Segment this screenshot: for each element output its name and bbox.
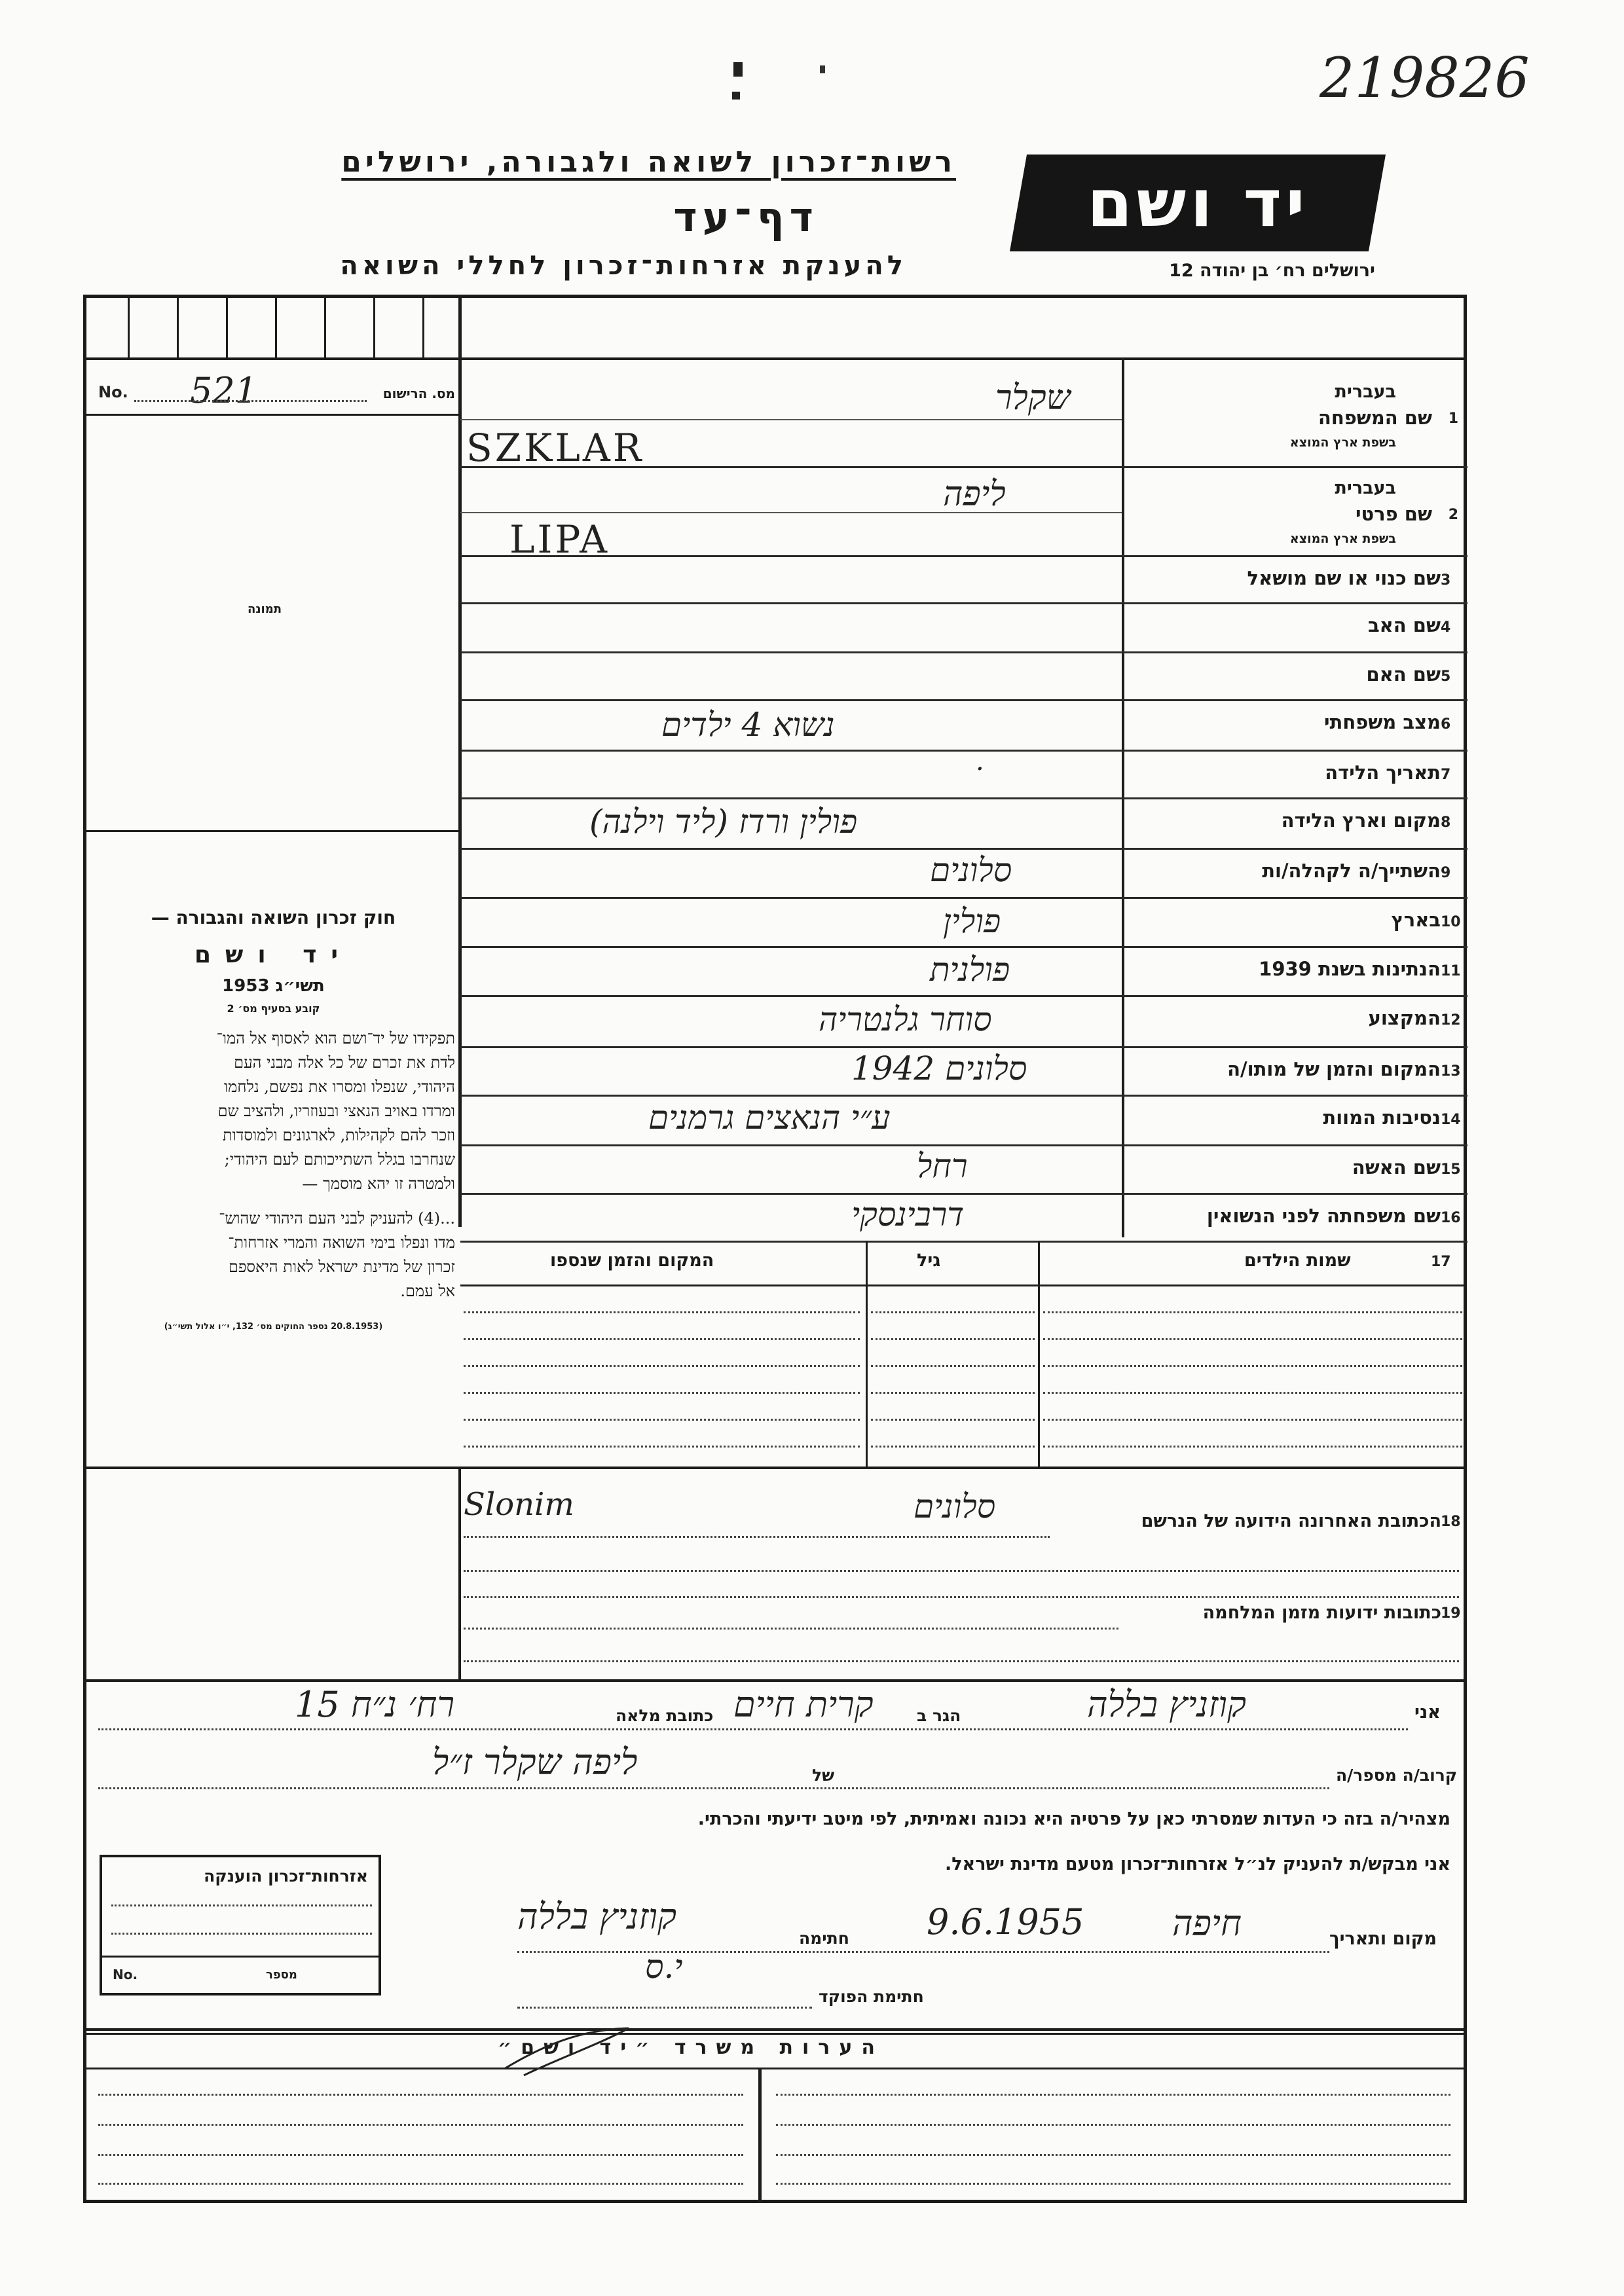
law-p2-line: זכרון של מדינת ישראל לאות היאספם	[228, 1258, 455, 1276]
yad-vashem-logo	[1010, 155, 1386, 251]
stamp-no-label: No.	[113, 1967, 138, 1982]
stamp-box-title: אזרחות־זכרון הוענקה	[204, 1867, 368, 1886]
section-line	[83, 2028, 1467, 2031]
law-clause: קובע בסעיף מס׳ 2	[227, 1002, 320, 1015]
officer-initials: י.ס	[645, 1948, 683, 1986]
field-11-label: הנתינות בשנת 1939	[1259, 958, 1441, 980]
strip-box	[177, 295, 179, 357]
law-p1-line: לדת את זכרם של כל אלה מבני העם	[234, 1053, 455, 1072]
officer-label: חתימת הפוקד	[819, 1987, 924, 2006]
declarant-address: רח׳ נ״ח 15	[295, 1684, 455, 1725]
archive-number: 219826	[1320, 46, 1530, 110]
children-row-dotline	[464, 1338, 860, 1340]
children-row-dotline	[1043, 1365, 1462, 1367]
row-separator	[460, 1193, 1467, 1195]
no-label: No.	[98, 383, 128, 401]
logo-text: יד ושם	[1086, 164, 1309, 242]
photo-top-line	[83, 414, 460, 416]
field-8-label: מקום וארץ הלידה	[1281, 809, 1441, 831]
wartime-address-number: 19	[1441, 1605, 1461, 1622]
field-2-sub-bottom: בשפת ארץ המוצא	[1289, 532, 1396, 546]
field-1-sub-bottom: בשפת ארץ המוצא	[1289, 435, 1396, 450]
row-separator	[460, 699, 1467, 701]
residing-city: קרית חיים	[733, 1684, 874, 1725]
firstname-latin: LIPA	[509, 517, 610, 562]
field-5-label: שם האם	[1366, 663, 1441, 685]
field-6-number: 6	[1441, 716, 1451, 733]
left-block-divider	[458, 1467, 461, 1679]
section-line	[83, 1679, 1467, 1682]
children-row-dotline	[871, 1446, 1035, 1448]
row-separator	[460, 651, 1467, 653]
field-1-sub-top: בעברית	[1335, 382, 1396, 402]
family-status-value: נשוא 4 ילדים	[661, 706, 835, 744]
community-value: סלונים	[930, 851, 1012, 889]
field-11-number: 11	[1441, 963, 1461, 979]
last-address-label: הכתובת האחרונה הידועה של הנרשם	[1141, 1511, 1441, 1531]
statement-2: אני מבקש/ת להעניק לנ״ל אזרחות־זכרון מטעם מדינת ישראל.	[944, 1854, 1450, 1874]
remarks-dotline	[98, 2154, 743, 2156]
firstname-hebrew: ליפה	[943, 475, 1006, 514]
field-4-label: שם האב	[1367, 614, 1441, 636]
law-p2-line: ...(4) להעניק לבני העם היהודי שהוש־	[219, 1209, 455, 1228]
last-address-hebrew: סלונים	[913, 1487, 996, 1525]
remarks-dotline	[776, 2124, 1450, 2126]
registration-block	[98, 370, 455, 411]
law-p1-line: ולמטרה זו יהא מוסמך —	[302, 1175, 455, 1193]
wartime-dotline	[464, 1660, 1459, 1662]
field-3-label: שם כנוי או שם מושאל	[1247, 567, 1441, 589]
field-10-number: 10	[1441, 914, 1461, 930]
victim-name-signature: ליפה שקלר ז״ל	[432, 1741, 638, 1783]
strip-box	[128, 295, 130, 357]
children-header-names: שמות הילדים	[1244, 1250, 1351, 1271]
children-row-dotline	[871, 1311, 1035, 1313]
law-title: חוק זכרון השואה והגבורה —	[151, 907, 396, 928]
field-13-number: 13	[1441, 1063, 1461, 1080]
remarks-dotline	[98, 2094, 743, 2096]
address-dotline	[464, 1596, 1459, 1598]
law-p2-line: מדו ונפלו בימי השואה והמרי אזרחות־	[228, 1233, 455, 1252]
field-7-label: תאריך הלידה	[1325, 761, 1441, 784]
place-date-dotline	[517, 1951, 1329, 1953]
field-14-number: 14	[1441, 1112, 1461, 1128]
strip-line	[83, 357, 1467, 360]
country-value: פולין	[943, 902, 1001, 940]
children-row-dotline	[871, 1365, 1035, 1367]
children-col-line	[866, 1241, 868, 1467]
address-label: כתובת מלאה	[616, 1706, 714, 1725]
children-row-dotline	[1043, 1311, 1462, 1313]
last-address-dotline	[464, 1536, 1050, 1538]
citizenship-stamp-box	[100, 1855, 381, 1995]
field-7-number: 7	[1441, 767, 1451, 783]
children-header-place: המקום והזמן שנספו	[550, 1250, 714, 1271]
photo-label: תמונה	[248, 602, 282, 616]
strip-box	[275, 295, 277, 357]
field-13-label: המקום והזמן של מותו/ה	[1227, 1058, 1441, 1080]
remarks-dotline	[776, 2183, 1450, 2185]
birthplace-value: פולין ורדז (ליד וילנה)	[589, 803, 858, 841]
of-label: של	[812, 1766, 835, 1785]
strip-box	[324, 295, 326, 357]
law-paragraph-2	[92, 1207, 455, 1303]
field-15-number: 15	[1441, 1161, 1461, 1178]
signature-label: חתימה	[799, 1929, 849, 1948]
children-row-dotline	[464, 1392, 860, 1394]
law-paragraph-1	[92, 1027, 455, 1196]
last-address-number: 18	[1441, 1514, 1461, 1530]
row-separator	[460, 946, 1467, 948]
declarant-name: קוזניץ בללה	[1087, 1684, 1246, 1725]
stamp-number-row	[102, 1956, 378, 1995]
children-row-dotline	[464, 1365, 860, 1367]
remarks-header-line	[83, 2068, 1467, 2069]
remarks-dotline	[98, 2124, 743, 2126]
registration-label: מס. הרישום	[382, 386, 455, 401]
children-row-dotline	[464, 1311, 860, 1313]
row-separator	[460, 1046, 1467, 1048]
children-row-dotline	[1043, 1338, 1462, 1340]
children-row-dotline	[871, 1338, 1035, 1340]
law-text	[92, 907, 455, 1332]
children-row-dotline	[464, 1446, 860, 1448]
stamp-dotline	[111, 1933, 372, 1935]
remarks-dotline	[776, 2154, 1450, 2156]
field-3-number: 3	[1441, 572, 1451, 589]
field-4-number: 4	[1441, 619, 1451, 636]
maiden-name-value: דרבינסקי	[851, 1195, 965, 1233]
field-1-label-block	[1128, 370, 1458, 465]
field-16-number: 16	[1441, 1210, 1461, 1226]
residing-label: הגר ב	[917, 1706, 961, 1725]
law-p1-line: תפקידו של יד־ושם הוא לאסוף אל המו־	[216, 1029, 455, 1048]
wartime-dotline	[464, 1628, 1118, 1630]
profession-value: סוחר גלנטריה	[819, 1000, 992, 1038]
form-title: דף־עד	[673, 193, 819, 241]
strip-divider	[458, 295, 462, 1227]
declarant-signature: קוזניץ בללה	[517, 1896, 676, 1937]
punch-mark	[820, 65, 825, 73]
field-14-label: נסיבות המוות	[1323, 1106, 1441, 1129]
address-dotline	[464, 1570, 1459, 1572]
birthdate-value: .	[976, 746, 984, 776]
children-row-dotline	[871, 1419, 1035, 1421]
row-separator	[460, 555, 1467, 557]
field-15-label: שם האשה	[1352, 1156, 1441, 1178]
row-separator	[460, 750, 1467, 752]
field-12-label: המקצוע	[1368, 1007, 1441, 1029]
law-p1-line: וזכר להם לקהילות, לארגונים ולמוסדות	[223, 1126, 455, 1144]
law-citation: (20.8.1953 נספר החוקים מס׳ 132, י״ו אלול תשי״ג)	[164, 1322, 383, 1332]
place-date-label: מקום ותאריך	[1329, 1929, 1437, 1949]
place-value: חיפה	[1172, 1903, 1242, 1944]
law-year: תשי״ג 1953	[222, 976, 325, 996]
officer-dotline	[517, 2007, 812, 2009]
last-address-latin: Slonim	[464, 1486, 574, 1523]
remarks-dotline	[776, 2094, 1450, 2096]
field-1-label: שם המשפחה	[1318, 407, 1432, 429]
children-number: 17	[1431, 1254, 1451, 1270]
circumstances-value: ע״י הנאצים גרמנים	[648, 1099, 891, 1137]
law-p1-line: היהודי, שנפלו ומסרו את נפשם, נלחמו	[224, 1078, 455, 1096]
field-10-label: בארץ	[1391, 909, 1441, 931]
law-p1-line: ומרדו באויב הנאצי ובעוזריו, ולהציב שם	[217, 1102, 455, 1120]
field-8-number: 8	[1441, 814, 1451, 831]
row-separator	[460, 797, 1467, 799]
surname-latin: SZKLAR	[466, 426, 644, 470]
law-p2-line: אל עמם.	[400, 1282, 455, 1300]
declaration-ani: אני	[1414, 1702, 1441, 1722]
field-2-sub-top: בעברית	[1335, 478, 1396, 498]
section-line	[83, 2033, 1467, 2035]
strip-box	[373, 295, 375, 357]
children-row-dotline	[464, 1419, 860, 1421]
form-subtitle: להענקת אזרחות־זכרון לחללי השואה	[340, 251, 907, 281]
wartime-address-label: כתובות ידועות מזמן המלחמה	[1202, 1603, 1441, 1623]
declaration-dotline	[98, 1728, 1408, 1730]
death-value: סלונים 1942	[851, 1049, 1027, 1087]
address-line: ירושלים רח׳ בן יהודה 12	[1169, 261, 1375, 281]
date-value: 9.6.1955	[927, 1901, 1084, 1942]
wife-name-value: רחל	[917, 1147, 968, 1185]
row-separator	[460, 897, 1467, 899]
field-2-label: שם פרטי	[1355, 503, 1432, 525]
children-col-line	[1038, 1241, 1040, 1467]
law-name: יד ושם	[194, 941, 353, 968]
field-6-label: מצב משפחתי	[1323, 711, 1441, 733]
punch-mark	[733, 62, 743, 77]
remarks-dotline	[98, 2183, 743, 2185]
photo-bottom-line	[83, 830, 460, 832]
children-header-age: גיל	[917, 1250, 941, 1271]
registration-dotline	[134, 400, 367, 402]
row-subline	[460, 419, 1122, 420]
remarks-title: הערות משרד ״יד ושם״	[498, 2036, 884, 2059]
field-2-number: 2	[1448, 507, 1458, 523]
children-row-dotline	[1043, 1446, 1462, 1448]
institution-name: רשות־זכרון לשואה ולגבורה, ירושלים	[341, 145, 956, 179]
section-line	[83, 1467, 1467, 1469]
field-9-label: השתייך/ה לקהלה/ות	[1262, 860, 1441, 882]
law-p1-line: שנחרבו בגלל השתייכותם לעם היהודי;	[224, 1150, 455, 1169]
field-5-number: 5	[1441, 668, 1451, 685]
citizenship-value: פולנית	[930, 951, 1010, 989]
surname-hebrew: שקלר	[995, 378, 1071, 418]
children-row-dotline	[871, 1392, 1035, 1394]
punch-mark	[732, 92, 740, 100]
row-separator	[460, 1241, 1467, 1243]
row-separator	[460, 995, 1467, 997]
strip-box	[422, 295, 424, 357]
row-subline	[460, 512, 1122, 513]
row-separator	[460, 1144, 1467, 1146]
stamp-dotline	[111, 1904, 372, 1906]
row-separator	[460, 1095, 1467, 1097]
children-row-dotline	[1043, 1419, 1462, 1421]
stamp-number-label: מספר	[266, 1968, 297, 1982]
children-header-bottom	[460, 1285, 1467, 1286]
row-separator	[460, 602, 1467, 604]
field-2-label-block	[1128, 466, 1458, 555]
field-9-number: 9	[1441, 865, 1451, 881]
statement-1: מצהיר/ה בזה כי העדות שמסרתי כאן על פרטיה היא נכונה ואמיתית, לפי מיטב ידיעתי והכרתי.	[697, 1809, 1450, 1829]
relative-dotline	[98, 1787, 1329, 1789]
relative-label: קרוב/ה מספר/ה	[1336, 1766, 1458, 1785]
handwritten-signature-stroke	[498, 2023, 668, 2082]
field-16-label: שם משפחתה לפני הנשואין	[1206, 1205, 1441, 1227]
strip-box	[226, 295, 228, 357]
registration-number: 521	[190, 370, 258, 411]
children-row-dotline	[1043, 1392, 1462, 1394]
field-1-number: 1	[1448, 410, 1458, 427]
row-separator	[460, 848, 1467, 850]
field-12-number: 12	[1441, 1012, 1461, 1029]
remarks-divider	[758, 2068, 762, 2203]
